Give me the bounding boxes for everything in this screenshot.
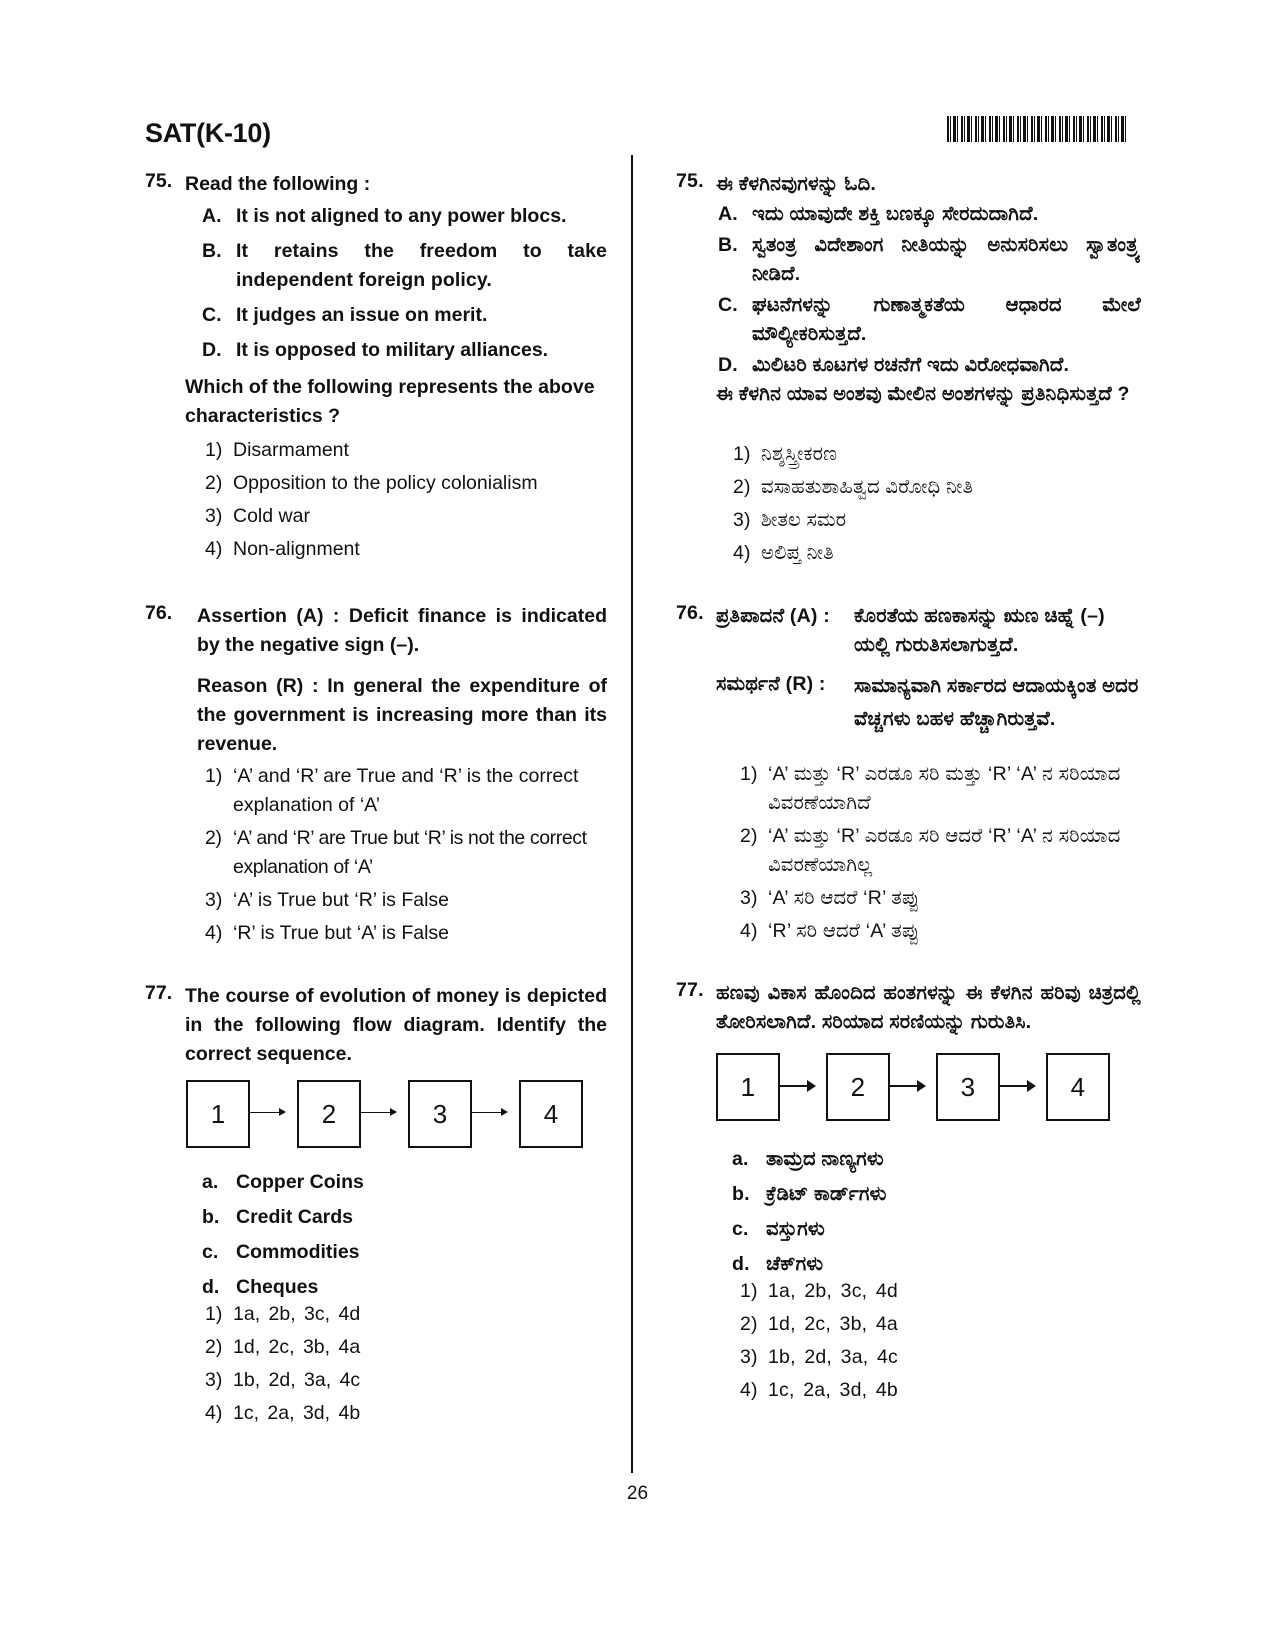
item-a: a. ತಾಮ್ರದ ನಾಣ್ಯಗಳು bbox=[732, 1148, 884, 1170]
item-b: b. Credit Cards bbox=[202, 1206, 354, 1228]
arrow-right-icon bbox=[888, 1085, 924, 1087]
option-4[interactable]: 4) ‘R’ is True but ‘A’ is False bbox=[205, 922, 450, 944]
option-1[interactable]: 1) ನಿಶ್ಶಸ್ತ್ರೀಕರಣ bbox=[733, 443, 838, 465]
option-2[interactable]: 2) 1d, 2c, 3b, 4a bbox=[205, 1336, 361, 1358]
arrow-right-icon bbox=[998, 1085, 1034, 1087]
kannada-column bbox=[676, 170, 1141, 1439]
flow-box-2: 2 bbox=[826, 1053, 890, 1121]
option-2[interactable]: 2) ‘A’ and ‘R’ are True but ‘R’ is not the correct explanation of ‘A’ bbox=[205, 827, 587, 878]
statement-b: B. It retains the freedom to take independent foreign policy. bbox=[202, 240, 607, 291]
option-4[interactable]: 4) ಅಲಿಪ್ತ ನೀತಿ bbox=[733, 542, 834, 564]
assertion-text: Assertion (A) : Deficit finance is indicated by the negative sign (–). bbox=[197, 605, 607, 656]
flow-box-1: 1 bbox=[716, 1053, 780, 1121]
option-4[interactable]: 4) 1c, 2a, 3d, 4b bbox=[740, 1379, 898, 1401]
question-number: 76. bbox=[676, 602, 704, 624]
question-76-en bbox=[145, 602, 607, 982]
arrow-right-icon bbox=[470, 1112, 506, 1113]
option-3[interactable]: 3) ‘A’ is True but ‘R’ is False bbox=[205, 889, 450, 911]
option-3[interactable]: 3) ‘A’ ಸರಿ ಆದರೆ ‘R’ ತಪ್ಪು bbox=[740, 887, 920, 909]
reason-label: ಸಮರ್ಥನೆ (R) : bbox=[716, 673, 826, 695]
statement-a: A. It is not aligned to any power blocs. bbox=[202, 205, 567, 227]
barcode-icon bbox=[947, 116, 1127, 142]
flow-box-1: 1 bbox=[186, 1080, 250, 1148]
option-4[interactable]: 4) Non-alignment bbox=[205, 538, 360, 560]
option-1[interactable]: 1) ‘A’ and ‘R’ are True and ‘R’ is the correct explanation of ‘A’ bbox=[205, 765, 579, 816]
question-77-kn bbox=[676, 979, 1141, 1439]
flow-box-4: 4 bbox=[519, 1080, 583, 1148]
item-d: d. Cheques bbox=[202, 1276, 319, 1298]
item-c: c. ವಸ್ತುಗಳು bbox=[732, 1218, 825, 1240]
item-d: d. ಚೆಕ್‌ಗಳು bbox=[732, 1253, 824, 1275]
question-77-en bbox=[145, 982, 607, 1442]
page-number: 26 bbox=[626, 1483, 649, 1504]
option-4[interactable]: 4) 1c, 2a, 3d, 4b bbox=[205, 1402, 361, 1424]
item-b: b. ಕ್ರೆಡಿಟ್ ಕಾರ್ಡ್‌ಗಳು bbox=[732, 1183, 887, 1205]
question-text: ಈ ಕೆಳಗಿನ ಯಾವ ಅಂಶವು ಮೇಲಿನ ಅಂಶಗಳನ್ನು ಪ್ರತಿನಿಧಿಸುತ್ತದೆ ? bbox=[716, 383, 1130, 405]
question-number: 76. bbox=[145, 602, 173, 624]
question-76-kn bbox=[676, 602, 1141, 979]
flow-box-2: 2 bbox=[297, 1080, 361, 1148]
item-c: c. Commodities bbox=[202, 1241, 360, 1263]
statement-d: D. It is opposed to military alliances. bbox=[202, 339, 549, 361]
statement-d: D. ಮಿಲಿಟರಿ ಕೂಟಗಳ ರಚನೆಗೆ ಇದು ವಿರೋಧವಾಗಿದೆ. bbox=[718, 354, 1070, 376]
question-prompt: The course of evolution of money is depicted in the following flow diagram. Identify the correct sequence. bbox=[185, 985, 607, 1065]
arrow-right-icon bbox=[359, 1112, 395, 1113]
option-3[interactable]: 3) Cold war bbox=[205, 505, 310, 527]
flow-diagram bbox=[716, 1053, 1136, 1125]
option-2[interactable]: 2) ವಸಾಹತುಶಾಹಿತ್ವದ ವಿರೋಧಿ ನೀತಿ bbox=[733, 476, 974, 498]
question-number: 75. bbox=[145, 170, 173, 192]
question-prompt: ಈ ಕೆಳಗಿನವುಗಳನ್ನು ಓದಿ. bbox=[716, 173, 877, 195]
question-number: 75. bbox=[676, 170, 704, 192]
option-1[interactable]: 1) ‘A’ ಮತ್ತು ‘R’ ಎರಡೂ ಸರಿ ಮತ್ತು ‘R’ ‘A’ ನ ಸರಿಯಾದ ವಿವರಣೆಯಾಗಿದೆ bbox=[740, 763, 1121, 814]
option-1[interactable]: 1) 1a, 2b, 3c, 4d bbox=[205, 1303, 361, 1325]
reason-text: Reason (R) : In general the expenditure of the government is increasing more than its revenue. bbox=[197, 675, 607, 755]
option-4[interactable]: 4) ‘R’ ಸರಿ ಆದರೆ ‘A’ ತಪ್ಪು bbox=[740, 920, 920, 942]
statement-a: A. ಇದು ಯಾವುದೇ ಶಕ್ತಿ ಬಣಕ್ಕೂ ಸೇರದುದಾಗಿದೆ. bbox=[718, 203, 1039, 225]
question-prompt: Read the following : bbox=[185, 173, 371, 195]
question-text: Which of the following represents the above characteristics ? bbox=[185, 376, 595, 427]
question-number: 77. bbox=[145, 982, 173, 1004]
assertion-text: ಕೊರತೆಯ ಹಣಕಾಸನ್ನು ಋಣ ಚಿಹ್ನೆ (–) ಯಲ್ಲಿ ಗುರುತಿಸಲಾಗುತ್ತದೆ. bbox=[854, 605, 1105, 656]
question-75-en bbox=[145, 170, 607, 602]
option-2[interactable]: 2) Opposition to the policy colonialism bbox=[205, 472, 538, 494]
reason-text: ಸಾಮಾನ್ಯವಾಗಿ ಸರ್ಕಾರದ ಆದಾಯಕ್ಕಿಂತ ಅದರ ವೆಚ್ಚಗಳು ಬಹಳ ಹೆಚ್ಚಾಗಿರುತ್ತವೆ. bbox=[854, 675, 1139, 730]
option-2[interactable]: 2) ‘A’ ಮತ್ತು ‘R’ ಎರಡೂ ಸರಿ ಆದರೆ ‘R’ ‘A’ ನ ಸರಿಯಾದ ವಿವರಣೆಯಾಗಿಲ್ಲ bbox=[740, 825, 1121, 876]
option-1[interactable]: 1) 1a, 2b, 3c, 4d bbox=[740, 1280, 898, 1302]
statement-b: B. ಸ್ವತಂತ್ರ ವಿದೇಶಾಂಗ ನೀತಿಯನ್ನು ಅನುಸರಿಸಲು ಸ್ವಾತಂತ್ರ್ಯ ನೀಡಿದೆ. bbox=[718, 234, 1141, 285]
arrow-right-icon bbox=[778, 1085, 814, 1087]
option-1[interactable]: 1) Disarmament bbox=[205, 439, 349, 461]
assertion-label: ಪ್ರತಿಪಾದನೆ (A) : bbox=[716, 605, 830, 627]
flow-box-3: 3 bbox=[936, 1053, 1000, 1121]
question-prompt: ಹಣವು ವಿಕಾಸ ಹೊಂದಿದ ಹಂತಗಳನ್ನು ಈ ಕೆಳಗಿನ ಹರಿವು ಚಿತ್ರದಲ್ಲಿ ತೋರಿಸಲಾಗಿದೆ. ಸರಿಯಾದ ಸರಣಿಯನ್ನು ಗುರುತಿಸಿ. bbox=[716, 982, 1141, 1033]
option-3[interactable]: 3) 1b, 2d, 3a, 4c bbox=[205, 1369, 361, 1391]
question-75-kn bbox=[676, 170, 1141, 602]
flow-box-4: 4 bbox=[1046, 1053, 1110, 1121]
arrow-right-icon bbox=[248, 1112, 284, 1113]
question-number: 77. bbox=[676, 979, 704, 1001]
flow-box-3: 3 bbox=[408, 1080, 472, 1148]
statement-c: C. It judges an issue on merit. bbox=[202, 304, 488, 326]
english-column bbox=[145, 170, 607, 1442]
option-3[interactable]: 3) ಶೀತಲ ಸಮರ bbox=[733, 509, 847, 531]
option-3[interactable]: 3) 1b, 2d, 3a, 4c bbox=[740, 1346, 898, 1368]
item-a: a. Copper Coins bbox=[202, 1171, 364, 1193]
statement-c: C. ಘಟನೆಗಳನ್ನು ಗುಣಾತ್ಮಕತೆಯ ಆಧಾರದ ಮೇಲೆ ಮೌಲ್ಯೀಕರಿಸುತ್ತದೆ. bbox=[718, 294, 1141, 345]
flow-diagram bbox=[186, 1080, 596, 1152]
page-title: SAT(K-10) bbox=[145, 118, 271, 148]
option-2[interactable]: 2) 1d, 2c, 3b, 4a bbox=[740, 1313, 898, 1335]
column-divider bbox=[631, 155, 633, 1473]
